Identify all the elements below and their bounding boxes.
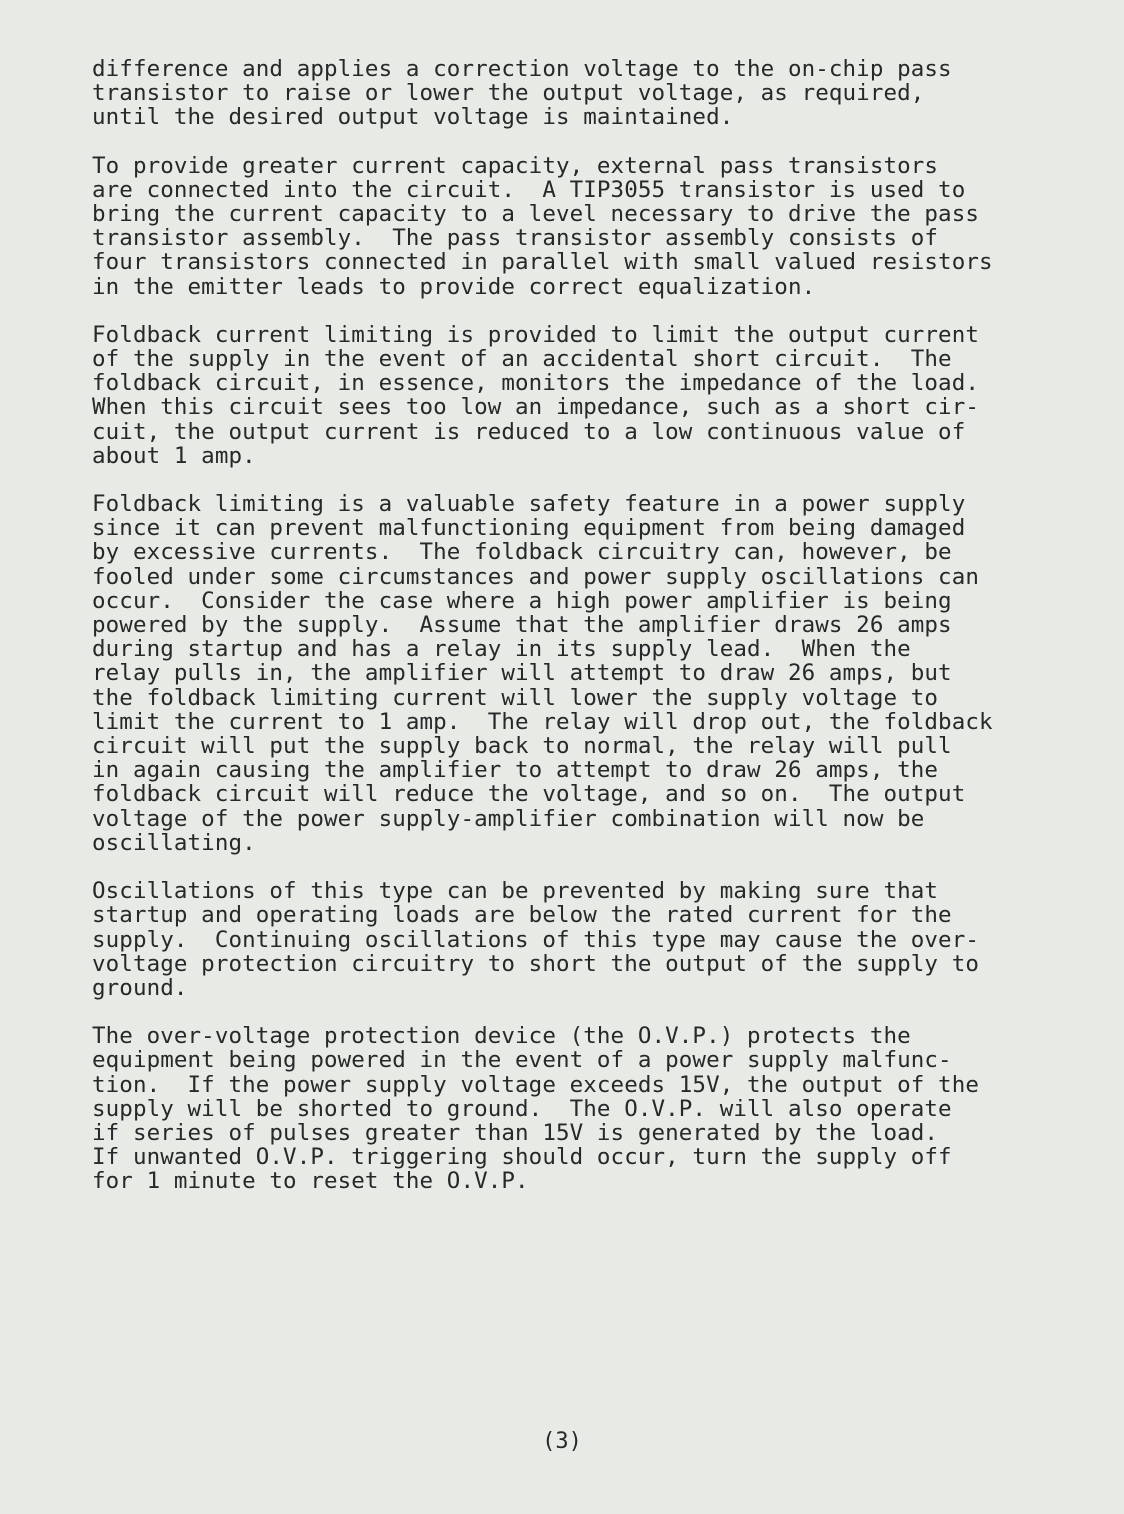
text-line: fooled under some circumstances and power supply oscillations can (92, 563, 979, 590)
text-line: If unwanted O.V.P. triggering should occur, turn the supply off (92, 1144, 952, 1171)
text-line: relay pulls in, the amplifier will attempt to draw 26 amps, but (92, 660, 952, 687)
text-line: Foldback current limiting is provided to limit the output current (92, 321, 979, 348)
text-line: foldback circuit will reduce the voltage, and so on. The output (92, 781, 966, 808)
text-line: are connected into the circuit. A TIP3055 transistor is used to (92, 176, 966, 203)
text-line: startup and operating loads are below the rated current for the (92, 902, 952, 929)
body-text (92, 57, 1092, 1218)
text-line: To provide greater current capacity, external pass transistors (92, 152, 939, 179)
text-line: four transistors connected in parallel with small valued resistors (92, 249, 993, 276)
text-line: transistor assembly. The pass transistor assembly consists of (92, 225, 939, 252)
text-line: foldback circuit, in essence, monitors the impedance of the load. (92, 370, 979, 397)
text-line: ground. (92, 974, 188, 1001)
paragraph-over-voltage-protection (92, 1024, 1092, 1193)
text-line: supply will be shorted to ground. The O.V.P. will also operate (92, 1095, 952, 1122)
page-number: (3) (542, 1429, 582, 1454)
text-line: if series of pulses greater than 15V is generated by the load. (92, 1119, 939, 1146)
text-line: limit the current to 1 amp. The relay will drop out, the foldback (92, 708, 993, 735)
text-line: Foldback limiting is a valuable safety feature in a power supply (92, 491, 966, 518)
paragraph-preventing-oscillations (92, 879, 1092, 1000)
text-line: oscillating. (92, 829, 256, 856)
text-line: voltage of the power supply-amplifier combination will now be (92, 805, 925, 832)
text-line: until the desired output voltage is maintained. (92, 104, 734, 131)
text-line: about 1 amp. (92, 442, 256, 469)
paragraph-foldback-current-limiting (92, 323, 1092, 468)
text-line: during startup and has a relay in its supply lead. When the (92, 636, 911, 663)
text-line: by excessive currents. The foldback circuitry can, however, be (92, 539, 952, 566)
text-line: since it can prevent malfunctioning equipment from being damaged (92, 515, 966, 542)
text-line: supply. Continuing oscillations of this type may cause the over- (92, 926, 979, 953)
text-line: bring the current capacity to a level necessary to drive the pass (92, 201, 979, 228)
text-line: occur. Consider the case where a high power amplifier is being (92, 587, 952, 614)
text-line: When this circuit sees too low an impedance, such as a short cir- (92, 394, 979, 421)
paragraph-correction-voltage (92, 57, 1092, 130)
text-line: powered by the supply. Assume that the amplifier draws 26 amps (92, 612, 952, 639)
text-line: The over-voltage protection device (the O.V.P.) protects the (92, 1023, 911, 1050)
text-line: circuit will put the supply back to normal, the relay will pull (92, 733, 952, 760)
paragraph-foldback-oscillation-example (92, 492, 1092, 855)
text-line: in the emitter leads to provide correct equalization. (92, 273, 816, 300)
text-line: the foldback limiting current will lower the supply voltage to (92, 684, 939, 711)
text-line: equipment being powered in the event of a power supply malfunc- (92, 1047, 952, 1074)
text-line: cuit, the output current is reduced to a low continuous value of (92, 418, 966, 445)
text-line: for 1 minute to reset the O.V.P. (92, 1168, 529, 1195)
text-line: tion. If the power supply voltage exceeds 15V, the output of the (92, 1071, 979, 1098)
text-line: difference and applies a correction voltage to the on-chip pass (92, 56, 952, 82)
text-line: in again causing the amplifier to attempt to draw 26 amps, the (92, 757, 939, 784)
text-line: of the supply in the event of an accidental short circuit. The (92, 346, 952, 373)
text-line: Oscillations of this type can be prevented by making sure that (92, 878, 939, 905)
paragraph-pass-transistors (92, 154, 1092, 299)
text-line: transistor to raise or lower the output voltage, as required, (92, 80, 925, 107)
text-line: voltage protection circuitry to short the output of the supply to (92, 950, 979, 977)
